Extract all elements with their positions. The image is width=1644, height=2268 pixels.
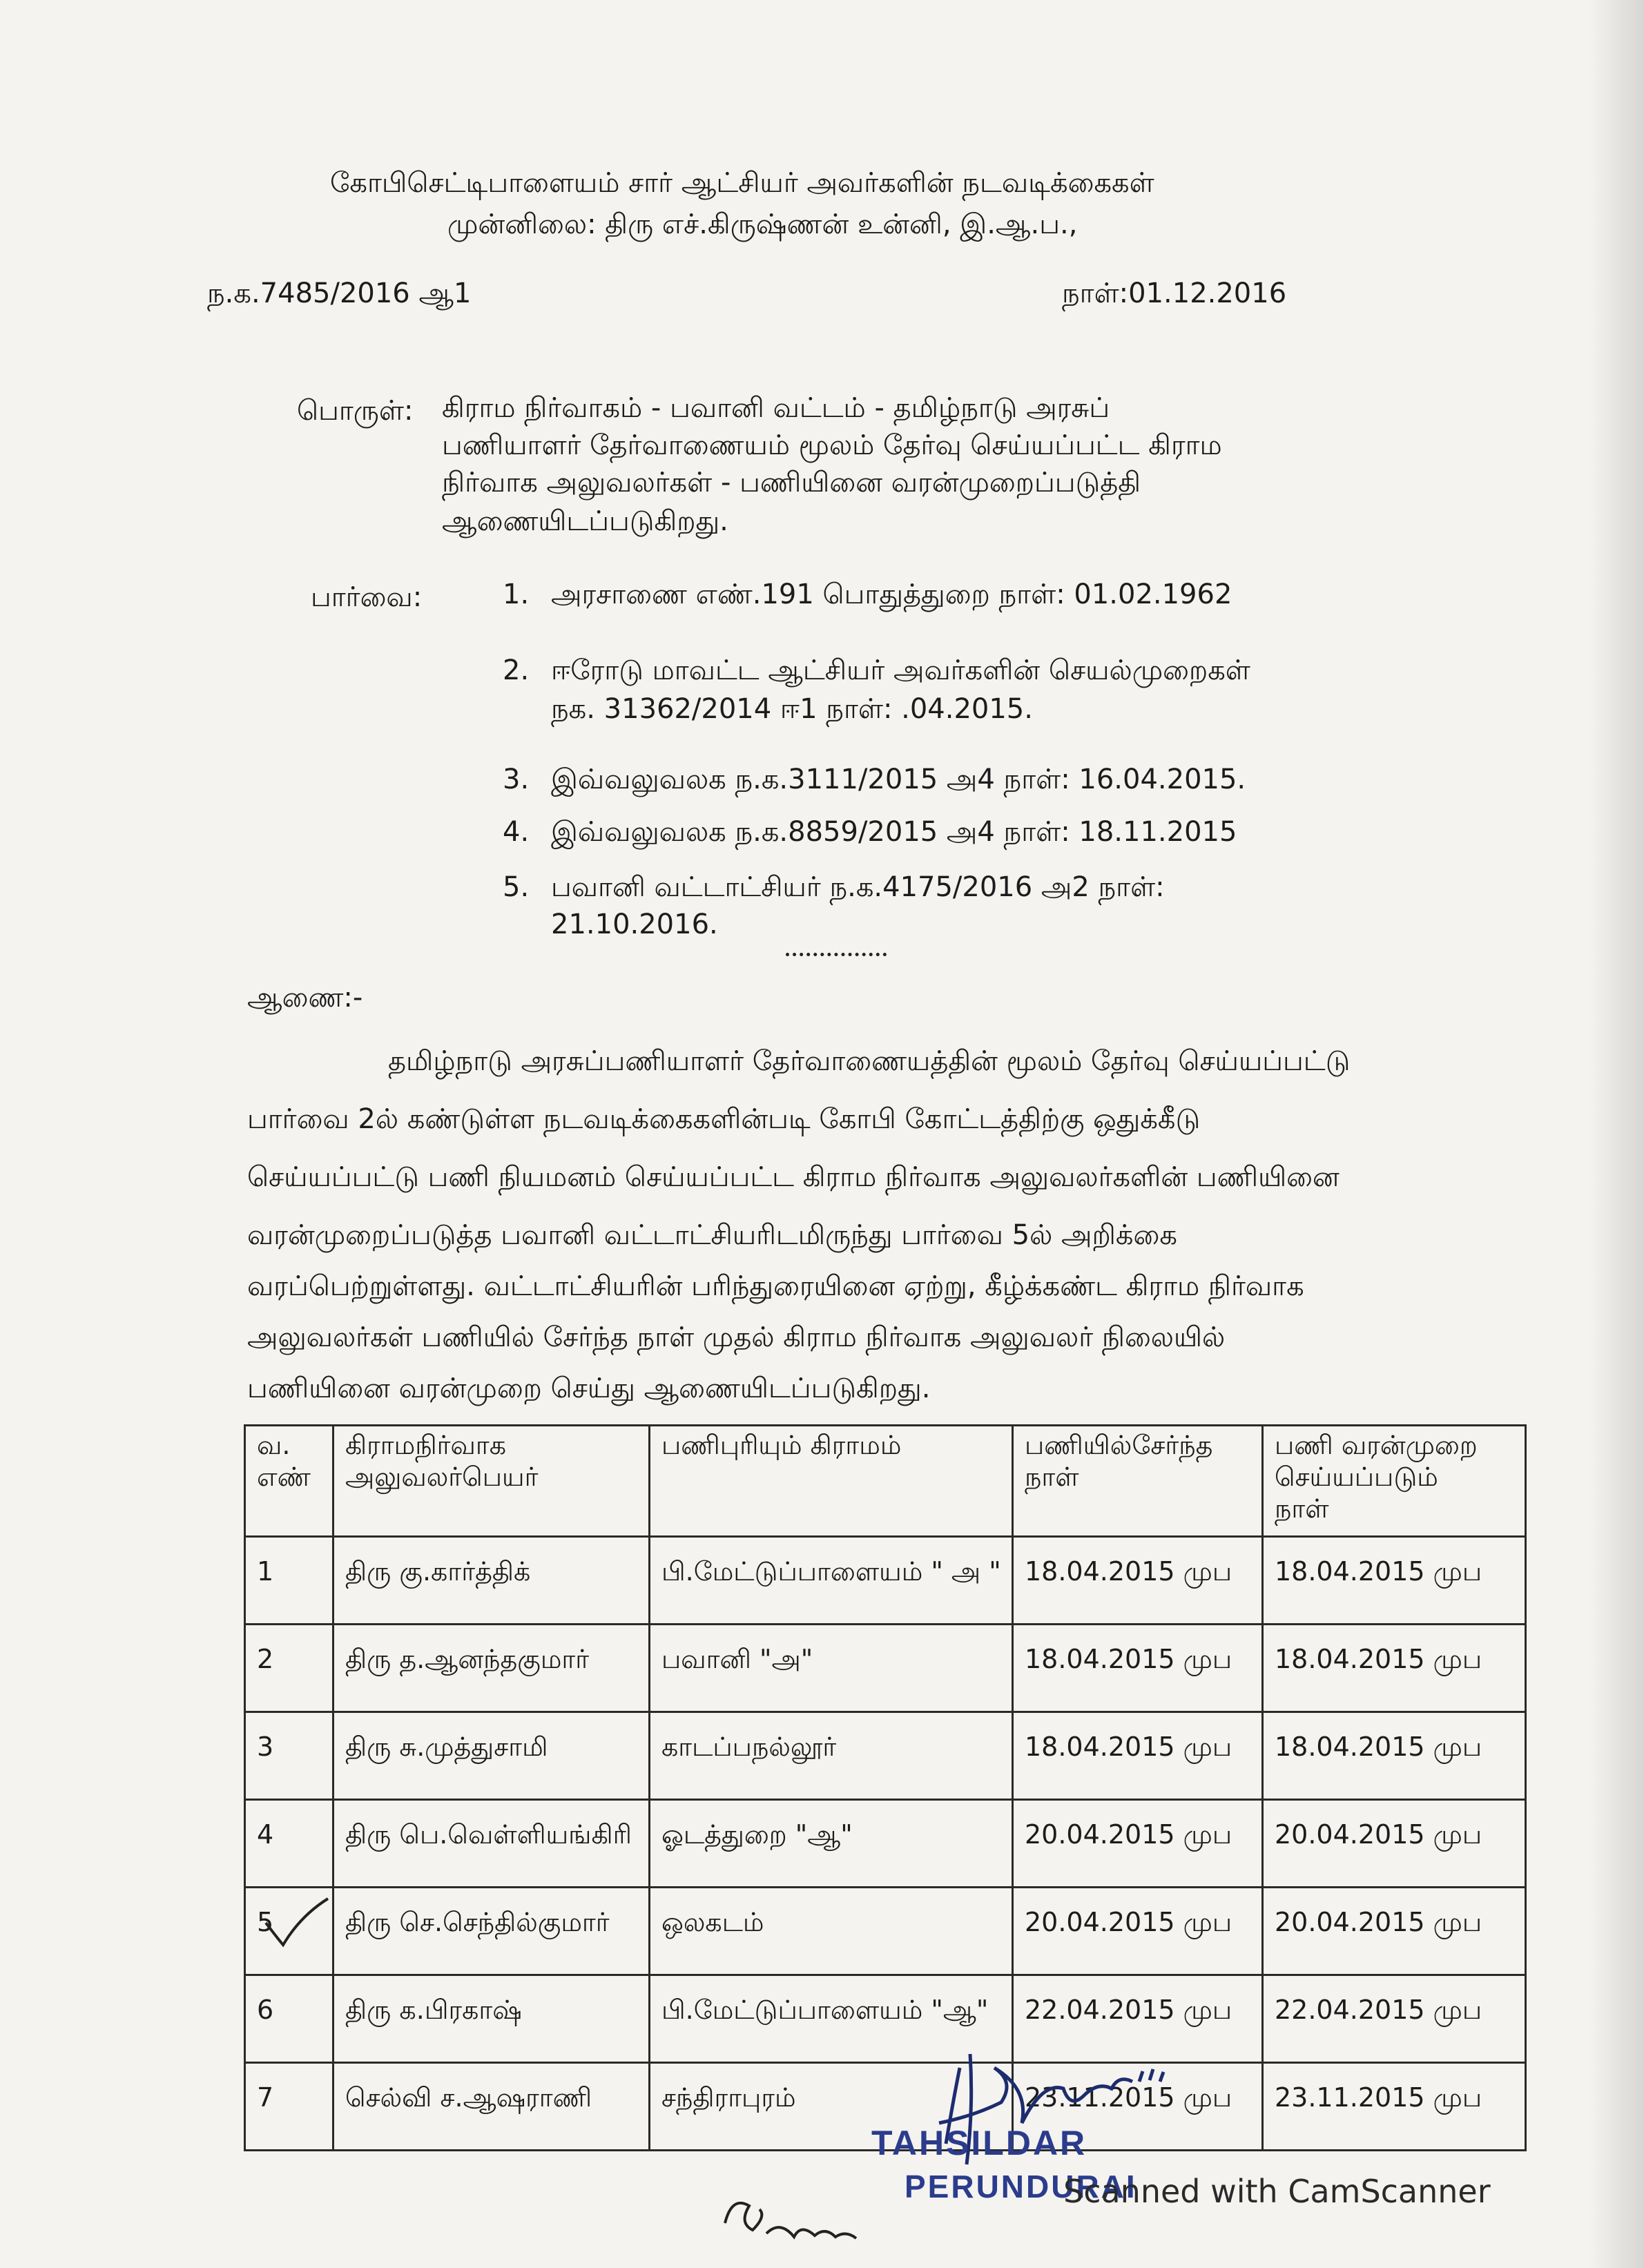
stamp-line-1: TAHSILDAR [871,2124,1087,2162]
cell-serial: 2 [245,1625,333,1712]
header-serial-no [245,1426,333,1537]
order-label: ஆணை:- [247,982,363,1014]
cell-village: ஓடத்துறை "ஆ" [650,1800,1013,1888]
separator-dots [786,953,887,956]
cell-village: பி.மேட்டுப்பாளையம் " அ " [650,1537,1013,1625]
header-regularisation-date [1263,1426,1526,1537]
cell-officer-name: செல்வி ச.ஆஷராணி [333,2063,650,2151]
cell-joining-date: 18.04.2015 முப [1013,1537,1263,1625]
serial-text: 5 [257,1907,274,1937]
header-line-1: கோபிசெட்டிபாளையம் சார் ஆட்சியர் அவர்களின் நடவடிக்கைகள் [330,167,1154,199]
header-text: அலுவலர்பெயர் [345,1462,539,1492]
header-text: நாள் [1275,1493,1329,1524]
reference-text: பவானி வட்டாட்சியர் ந.க.4175/2016 அ2 நாள்: [551,871,1165,903]
table-row [245,1537,1526,1625]
cell-regularisation-date: 20.04.2015 முப [1263,1800,1526,1888]
cell-officer-name: திரு சு.முத்துசாமி [333,1712,650,1800]
reference-number-5: 5. [503,871,530,903]
header-text: பணிபுரியும் கிராமம் [661,1430,902,1460]
reference-text: அரசாணை எண்.191 பொதுத்துறை நாள்: 01.02.1962 [551,579,1232,610]
cell-village: ஒலகடம் [650,1888,1013,1975]
table-row [245,1975,1526,2063]
cell-joining-date: 18.04.2015 முப [1013,1625,1263,1712]
header-text: எண் [257,1462,311,1492]
reference-text: இவ்வலுவலக ந.க.8859/2015 அ4 நாள்: 18.11.2015 [551,816,1237,848]
cell-joining-date: 22.04.2015 முப [1013,1975,1263,2063]
cell-officer-name: திரு கு.கார்த்திக் [333,1537,650,1625]
cell-village: பி.மேட்டுப்பாளையம் "ஆ" [650,1975,1013,2063]
cell-regularisation-date: 18.04.2015 முப [1263,1712,1526,1800]
header-text: பணி வரன்முறை [1275,1430,1478,1460]
reference-number-2: 2. [503,655,530,686]
reference-number-4: 4. [503,816,530,848]
cell-regularisation-date: 18.04.2015 முப [1263,1537,1526,1625]
header-joining-date [1013,1426,1263,1537]
table-header-row [245,1426,1526,1537]
cell-joining-date: 23.11.2015 முப [1013,2063,1263,2151]
reference-text: 21.10.2016. [551,909,718,940]
reference-text: நக. 31362/2014 ஈ1 நாள்: .04.2015. [551,693,1033,725]
tick-mark-icon [262,1895,331,1950]
table-row [245,1712,1526,1800]
cell-serial: 3 [245,1712,333,1800]
vao-regularisation-table [244,1424,1527,2151]
reference-number: ந.க.7485/2016 ஆ1 [207,278,472,309]
cell-serial: 7 [245,2063,333,2151]
cell-village: பவானி "அ" [650,1625,1013,1712]
cell-officer-name: திரு க.பிரகாஷ் [333,1975,650,2063]
references-label: பார்வை: [311,581,423,613]
reference-text: இவ்வலுவலக ந.க.3111/2015 அ4 நாள்: 16.04.2015. [551,764,1246,795]
cell-village: சந்திராபுரம் [650,2063,1013,2151]
order-paragraph-line: வரப்பெற்றுள்ளது. வட்டாட்சியரின் பரிந்துரையினை ஏற்று, கீழ்க்கண்ட கிராம நிர்வாக [247,1270,1304,1302]
reference-text: ஈரோடு மாவட்ட ஆட்சியர் அவர்களின் செயல்முறைகள் [551,655,1250,686]
table-row [245,1625,1526,1712]
subject-label: பொருள்: [297,395,414,427]
cell-regularisation-date: 22.04.2015 முப [1263,1975,1526,2063]
header-village [650,1426,1013,1537]
cell-serial: 4 [245,1800,333,1888]
table-row [245,1888,1526,1975]
table-row [245,1800,1526,1888]
cell-joining-date: 18.04.2015 முப [1013,1712,1263,1800]
stamp-line-2: PERUNDURAI [905,2169,1137,2204]
cell-serial: 6 [245,1975,333,2063]
header-text: நாள் [1025,1462,1079,1492]
cell-regularisation-date: 23.11.2015 முப [1263,2063,1526,2151]
header-text: செய்யப்படும் [1275,1462,1438,1492]
reference-number-3: 3. [503,764,530,795]
cell-village: காடப்பநல்லூர் [650,1712,1013,1800]
cell-officer-name: திரு த.ஆனந்தகுமார் [333,1625,650,1712]
subject-line: ஆணையிடப்படுகிறது. [442,505,728,537]
order-paragraph-line: பார்வை 2ல் கண்டுள்ள நடவடிக்கைகளின்படி கோபி கோட்டத்திற்கு ஒதுக்கீடு [247,1103,1201,1135]
header-text: பணியில்சேர்ந்த [1025,1430,1213,1460]
cell-regularisation-date: 18.04.2015 முப [1263,1625,1526,1712]
page-edge-shadow [1589,0,1644,2268]
cell-serial: 1 [245,1537,333,1625]
order-paragraph-line: தமிழ்நாடு அரசுப்பணியாளர் தேர்வாணையத்தின் மூலம் தேர்வு செய்யப்பட்டு [388,1045,1351,1077]
camscanner-watermark: Scanned with CamScanner [1063,2173,1491,2210]
order-paragraph-line: அலுவலர்கள் பணியில் சேர்ந்த நாள் முதல் கிராம நிர்வாக அலுவலர் நிலையில் [247,1321,1226,1353]
order-date: நாள்:01.12.2016 [1062,278,1287,309]
order-paragraph-line: வரன்முறைப்படுத்த பவானி வட்டாட்சியரிடமிருந்து பார்வை 5ல் அறிக்கை [247,1219,1177,1251]
subject-line: பணியாளர் தேர்வாணையம் மூலம் தேர்வு செய்யப்பட்ட கிராம [442,429,1222,461]
initials-scribble [711,2182,863,2258]
header-line-2: முன்னிலை: திரு எச்.கிருஷ்ணன் உன்னி, இ.ஆ.ப., [447,209,1078,240]
header-text: வ. [257,1430,291,1460]
header-officer-name [333,1426,650,1537]
header-text: கிராமநிர்வாக [345,1430,507,1460]
order-paragraph-line: பணியினை வரன்முறை செய்து ஆணையிடப்படுகிறது. [247,1373,931,1404]
cell-joining-date: 20.04.2015 முப [1013,1800,1263,1888]
reference-number-1: 1. [503,579,530,610]
subject-line: கிராம நிர்வாகம் - பவானி வட்டம் - தமிழ்நாடு அரசுப் [442,392,1110,424]
cell-joining-date: 20.04.2015 முப [1013,1888,1263,1975]
cell-regularisation-date: 20.04.2015 முப [1263,1888,1526,1975]
order-paragraph-line: செய்யப்பட்டு பணி நியமனம் செய்யப்பட்ட கிராம நிர்வாக அலுவலர்களின் பணியினை [247,1161,1340,1193]
subject-line: நிர்வாக அலுவலர்கள் - பணியினை வரன்முறைப்படுத்தி [442,467,1141,498]
cell-officer-name: திரு பெ.வெள்ளியங்கிரி [333,1800,650,1888]
cell-officer-name: திரு செ.செந்தில்குமார் [333,1888,650,1975]
cell-serial [245,1888,333,1975]
